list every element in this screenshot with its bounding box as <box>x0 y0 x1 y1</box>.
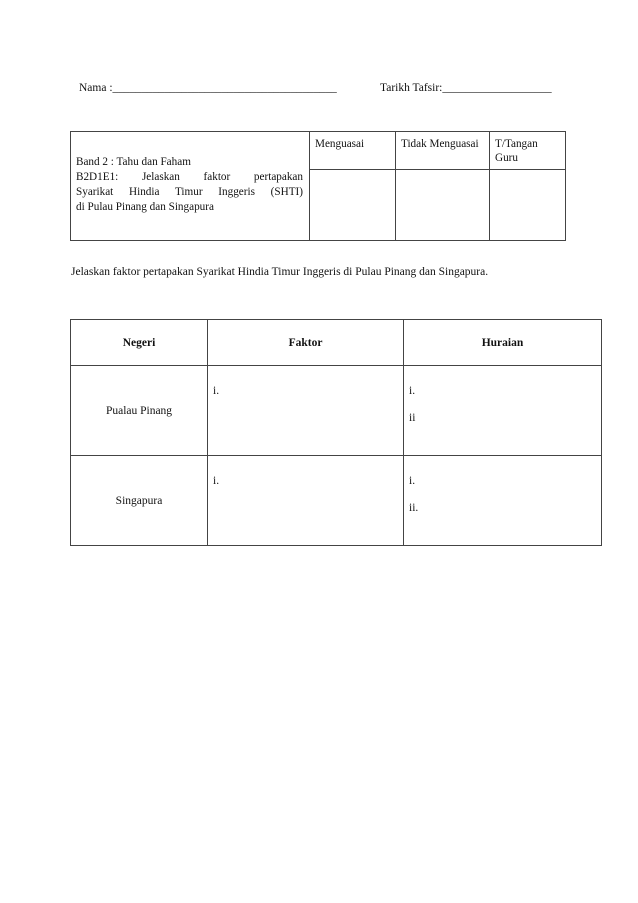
tandatangan-cell[interactable] <box>490 170 566 241</box>
table-row <box>71 366 602 456</box>
tidak-menguasai-checkbox-cell[interactable] <box>396 170 490 241</box>
descriptor-line-1: B2D1E1: Jelaskan faktor pertapakan <box>76 171 303 183</box>
huraian-item: i. <box>409 475 416 487</box>
negeri-cell: Pualau Pinang <box>71 366 208 456</box>
faktor-answer-cell[interactable] <box>208 366 404 456</box>
col-menguasai: Menguasai <box>310 132 396 170</box>
answer-table <box>70 319 602 546</box>
negeri-cell: Singapura <box>71 456 208 546</box>
header-faktor: Faktor <box>208 320 404 366</box>
table-row <box>71 456 602 546</box>
huraian-answer-cell[interactable] <box>404 456 602 546</box>
huraian-item: ii <box>409 412 416 424</box>
descriptor-line-2: Syarikat Hindia Timur Inggeris (SHTI) <box>76 186 303 198</box>
band-assessment-table <box>70 131 566 241</box>
tarikh-tafsir-field: Tarikh Tafsir:___________________ <box>380 82 552 94</box>
huraian-answer-cell[interactable] <box>404 366 602 456</box>
nama-field: Nama :_______________________________________ <box>79 82 337 94</box>
huraian-item: i. <box>409 385 416 397</box>
descriptor-line-3: di Pulau Pinang dan Singapura <box>76 201 214 213</box>
instruction-text: Jelaskan faktor pertapakan Syarikat Hindia Timur Inggeris di Pulau Pinang dan Singapura. <box>71 266 489 278</box>
col-tandatangan-guru: T/Tangan Guru <box>490 132 566 170</box>
header-huraian: Huraian <box>404 320 602 366</box>
band-title: Band 2 : Tahu dan Faham <box>76 156 191 168</box>
faktor-answer-cell[interactable] <box>208 456 404 546</box>
faktor-item: i. <box>213 385 220 397</box>
col-tidak-menguasai: Tidak Menguasai <box>396 132 490 170</box>
huraian-item: ii. <box>409 502 419 514</box>
band-descriptor-cell <box>71 132 310 241</box>
header-negeri: Negeri <box>71 320 208 366</box>
menguasai-checkbox-cell[interactable] <box>310 170 396 241</box>
faktor-item: i. <box>213 475 220 487</box>
